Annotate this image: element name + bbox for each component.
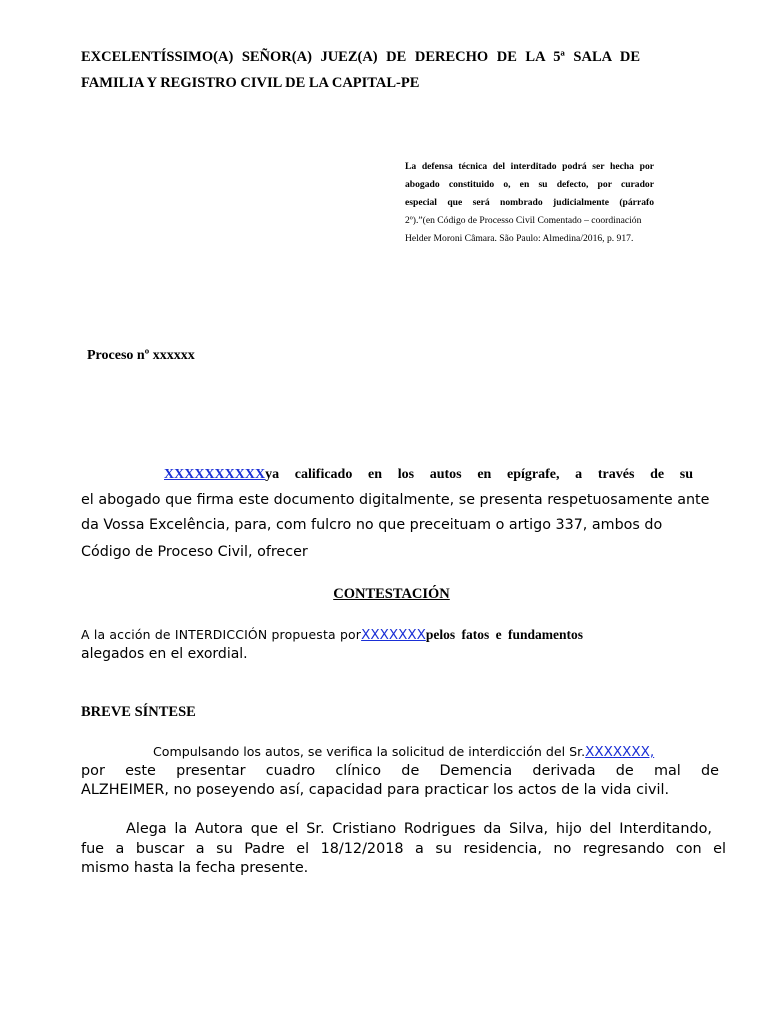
accion-line-1 bbox=[81, 626, 583, 644]
document-header-line-1: EXCELENTÍSSIMO(A) SEÑOR(A) JUEZ(A) DE DERECHO DE LA 5ª SALA DE bbox=[81, 49, 640, 65]
accion-pre: A la acción de INTERDICCIÓN propuesta por bbox=[81, 627, 362, 642]
intro-line-1 bbox=[164, 467, 693, 483]
p2-line-3: mismo hasta la fecha presente. bbox=[81, 860, 309, 876]
epigraph-line-4 bbox=[405, 212, 654, 230]
p1-line-2: por este presentar cuadro clínico de Demencia derivada de mal de bbox=[81, 763, 719, 779]
epigraph bbox=[405, 158, 654, 248]
epigraph-line-1: La defensa técnica del interditado podrá ser hecha por bbox=[405, 161, 654, 172]
p1-pre: Compulsando los autos, se verifica la solicitud de interdicción del Sr. bbox=[153, 744, 586, 759]
p1-line-3: ALZHEIMER, no poseyendo así, capacidad para practicar los actos de la vida civil. bbox=[81, 782, 670, 798]
intro-line-3: da Vossa Excelência, para, com fulcro no que preceituam o artigo 337, ambos do bbox=[81, 517, 663, 533]
intro-line-4: Código de Proceso Civil, ofrecer bbox=[81, 544, 308, 560]
p1-party-link[interactable]: XXXXXXX, bbox=[585, 744, 655, 760]
contestacion-title: CONTESTACIÓN bbox=[333, 586, 450, 602]
epigraph-line-5: Helder Moroni Câmara. São Paulo: Almedina/2016, p. 917. bbox=[405, 233, 634, 244]
document-header-line-2: FAMILIA Y REGISTRO CIVIL DE LA CAPITAL-PE bbox=[81, 75, 420, 91]
party-link[interactable]: XXXXXXXXXX bbox=[164, 467, 266, 482]
accion-line-2: alegados en el exordial. bbox=[81, 646, 248, 662]
section-heading: BREVE SÍNTESE bbox=[81, 704, 196, 720]
accion-party-link[interactable]: XXXXXXX bbox=[361, 627, 426, 643]
epigraph-line-4-b: ”(en Código de Processo Civil Comentado – coordinación bbox=[418, 215, 642, 226]
epigraph-line-4-a: 2º). bbox=[405, 215, 419, 226]
accion-post: pelos fatos e fundamentos bbox=[425, 627, 583, 642]
intro-line-1-rest: ya calificado en los autos en epígrafe, a través de su bbox=[265, 467, 693, 482]
p2-line-1: Alega la Autora que el Sr. Cristiano Rodrigues da Silva, hijo del Interditando, bbox=[126, 821, 712, 837]
p2-line-2: fue a buscar a su Padre el 18/12/2018 a su residencia, no regresando con el bbox=[81, 841, 726, 857]
epigraph-line-3: especial que será nombrado judicialmente (párrafo bbox=[405, 197, 654, 208]
p1-line-1 bbox=[153, 743, 674, 761]
intro-line-2: el abogado que firma este documento digitalmente, se presenta respetuosamente ante bbox=[81, 492, 710, 508]
proceso-number: Proceso nº xxxxxx bbox=[87, 348, 195, 363]
epigraph-line-2: abogado constituido o, en su defecto, por curador bbox=[405, 179, 654, 190]
